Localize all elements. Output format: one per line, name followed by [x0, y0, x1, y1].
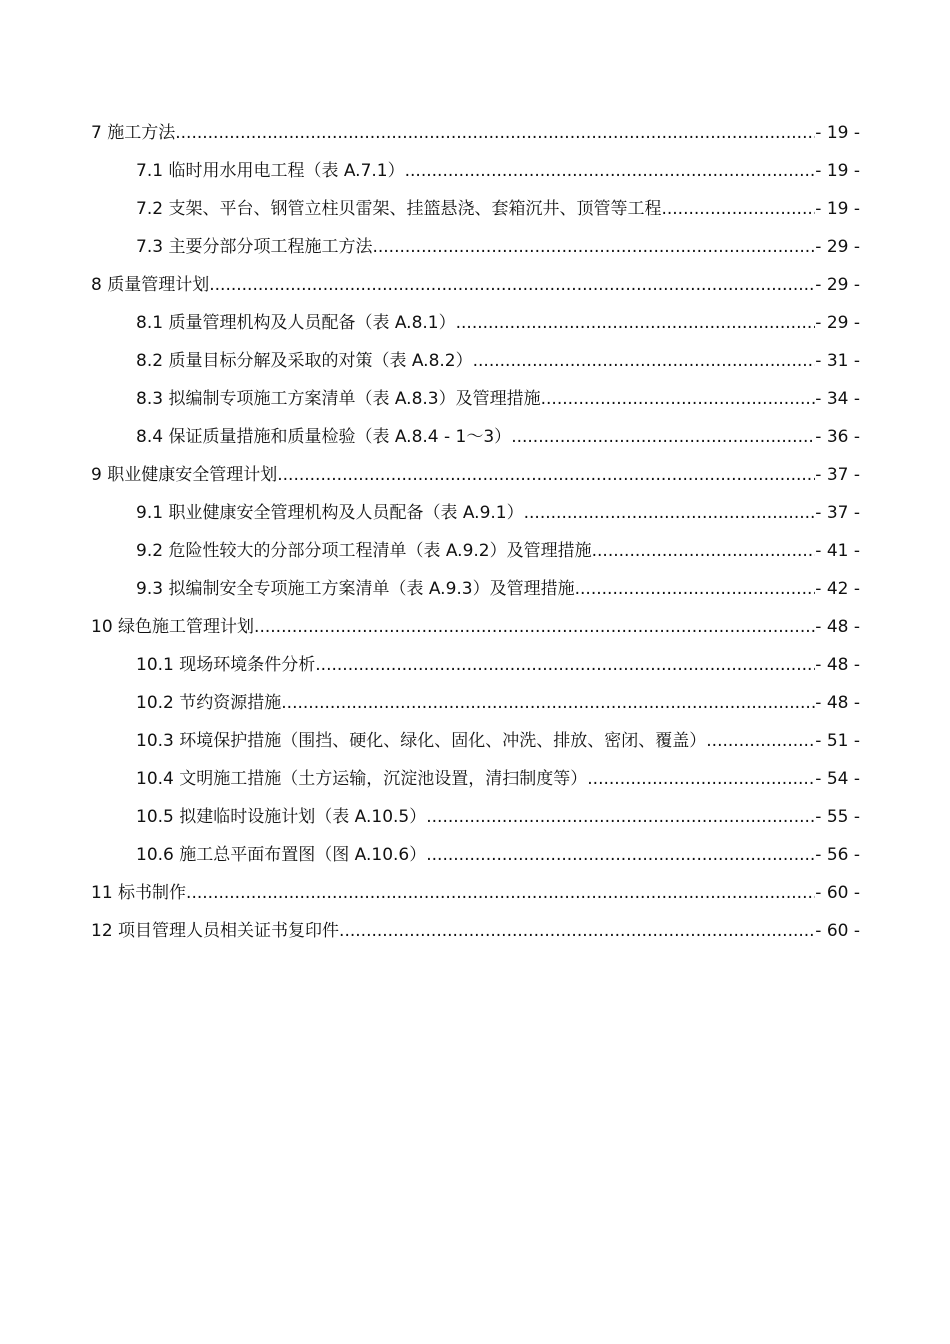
toc-entry-title: 8.3 拟编制专项施工方案清单（表 A.8.3）及管理措施: [136, 389, 541, 409]
toc-dot-leader: [575, 570, 816, 608]
toc-entry-title: 8.1 质量管理机构及人员配备（表 A.8.1）: [136, 313, 456, 333]
toc-dot-leader: [339, 912, 815, 950]
toc-entry-page: - 31 -: [815, 351, 860, 371]
toc-dot-leader: [209, 266, 815, 304]
toc-entry-title: 10.3 环境保护措施（围挡、硬化、绿化、固化、冲洗、排放、密闭、覆盖）: [136, 731, 707, 751]
toc-dot-leader: [473, 342, 816, 380]
table-of-contents: [91, 114, 860, 950]
toc-entry[interactable]: [91, 836, 860, 874]
toc-entry-page: - 55 -: [815, 807, 860, 827]
toc-entry-title: 10.4 文明施工措施（土方运输，沉淀池设置，清扫制度等）: [136, 769, 588, 789]
toc-dot-leader: [426, 798, 815, 836]
toc-entry-title: 10.1 现场环境条件分析: [136, 655, 316, 675]
toc-dot-leader: [175, 114, 815, 152]
toc-entry-page: - 19 -: [815, 161, 860, 181]
toc-entry[interactable]: [91, 114, 860, 152]
toc-entry[interactable]: [91, 494, 860, 532]
toc-dot-leader: [315, 646, 815, 684]
toc-entry[interactable]: [91, 342, 860, 380]
toc-entry-title: 10.2 节约资源措施: [136, 693, 282, 713]
toc-entry[interactable]: [91, 418, 860, 456]
toc-dot-leader: [524, 494, 816, 532]
toc-entry-page: - 34 -: [815, 389, 860, 409]
toc-entry-title: 10 绿色施工管理计划: [91, 617, 255, 637]
toc-entry-title: 7.1 临时用水用电工程（表 A.7.1）: [136, 161, 405, 181]
toc-entry-page: - 60 -: [815, 921, 860, 941]
toc-entry-page: - 56 -: [815, 845, 860, 865]
toc-entry[interactable]: [91, 722, 860, 760]
toc-entry-page: - 36 -: [815, 427, 860, 447]
toc-entry[interactable]: [91, 608, 860, 646]
toc-dot-leader: [254, 608, 815, 646]
toc-entry[interactable]: [91, 380, 860, 418]
toc-entry-title: 12 项目管理人员相关证书复印件: [91, 921, 340, 941]
toc-entry-page: - 19 -: [815, 199, 860, 219]
toc-entry[interactable]: [91, 228, 860, 266]
toc-entry-title: 7 施工方法: [91, 123, 176, 143]
toc-dot-leader: [706, 722, 815, 760]
toc-dot-leader: [541, 380, 816, 418]
toc-entry[interactable]: [91, 874, 860, 912]
toc-entry[interactable]: [91, 798, 860, 836]
toc-entry-title: 9.1 职业健康安全管理机构及人员配备（表 A.9.1）: [136, 503, 524, 523]
toc-entry[interactable]: [91, 532, 860, 570]
toc-entry-title: 8 质量管理计划: [91, 275, 210, 295]
toc-dot-leader: [511, 418, 815, 456]
toc-dot-leader: [372, 228, 815, 266]
toc-dot-leader: [426, 836, 815, 874]
toc-entry-page: - 60 -: [815, 883, 860, 903]
toc-entry[interactable]: [91, 760, 860, 798]
toc-entry-page: - 29 -: [815, 237, 860, 257]
toc-dot-leader: [281, 684, 815, 722]
toc-entry-page: - 29 -: [815, 313, 860, 333]
toc-entry-title: 10.6 施工总平面布置图（图 A.10.6）: [136, 845, 427, 865]
toc-dot-leader: [405, 152, 816, 190]
toc-entry-page: - 48 -: [815, 617, 860, 637]
toc-entry[interactable]: [91, 570, 860, 608]
toc-entry[interactable]: [91, 304, 860, 342]
toc-dot-leader: [277, 456, 815, 494]
toc-entry-page: - 51 -: [815, 731, 860, 751]
toc-entry-title: 9.3 拟编制安全专项施工方案清单（表 A.9.3）及管理措施: [136, 579, 575, 599]
toc-entry-page: - 29 -: [815, 275, 860, 295]
toc-entry-title: 9.2 危险性较大的分部分项工程清单（表 A.9.2）及管理措施: [136, 541, 592, 561]
toc-dot-leader: [661, 190, 815, 228]
toc-dot-leader: [456, 304, 816, 342]
toc-entry-page: - 48 -: [815, 655, 860, 675]
toc-entry-page: - 19 -: [815, 123, 860, 143]
toc-entry[interactable]: [91, 912, 860, 950]
toc-entry-title: 8.4 保证质量措施和质量检验（表 A.8.4 - 1～3）: [136, 427, 512, 447]
toc-dot-leader: [592, 532, 816, 570]
toc-entry-page: - 42 -: [815, 579, 860, 599]
toc-dot-leader: [186, 874, 815, 912]
toc-entry-page: - 37 -: [815, 503, 860, 523]
toc-entry-page: - 54 -: [815, 769, 860, 789]
toc-entry-title: 7.2 支架、平台、钢管立柱贝雷架、挂篮悬浇、套箱沉井、顶管等工程: [136, 199, 662, 219]
toc-entry[interactable]: [91, 266, 860, 304]
toc-entry-page: - 37 -: [815, 465, 860, 485]
toc-entry[interactable]: [91, 684, 860, 722]
toc-entry-page: - 48 -: [815, 693, 860, 713]
toc-entry[interactable]: [91, 646, 860, 684]
toc-entry[interactable]: [91, 190, 860, 228]
toc-entry-title: 10.5 拟建临时设施计划（表 A.10.5）: [136, 807, 427, 827]
toc-entry-title: 7.3 主要分部分项工程施工方法: [136, 237, 373, 257]
toc-entry-title: 9 职业健康安全管理计划: [91, 465, 278, 485]
toc-entry-title: 8.2 质量目标分解及采取的对策（表 A.8.2）: [136, 351, 473, 371]
toc-entry-title: 11 标书制作: [91, 883, 187, 903]
toc-entry-page: - 41 -: [815, 541, 860, 561]
toc-dot-leader: [587, 760, 815, 798]
toc-entry[interactable]: [91, 456, 860, 494]
toc-entry[interactable]: [91, 152, 860, 190]
